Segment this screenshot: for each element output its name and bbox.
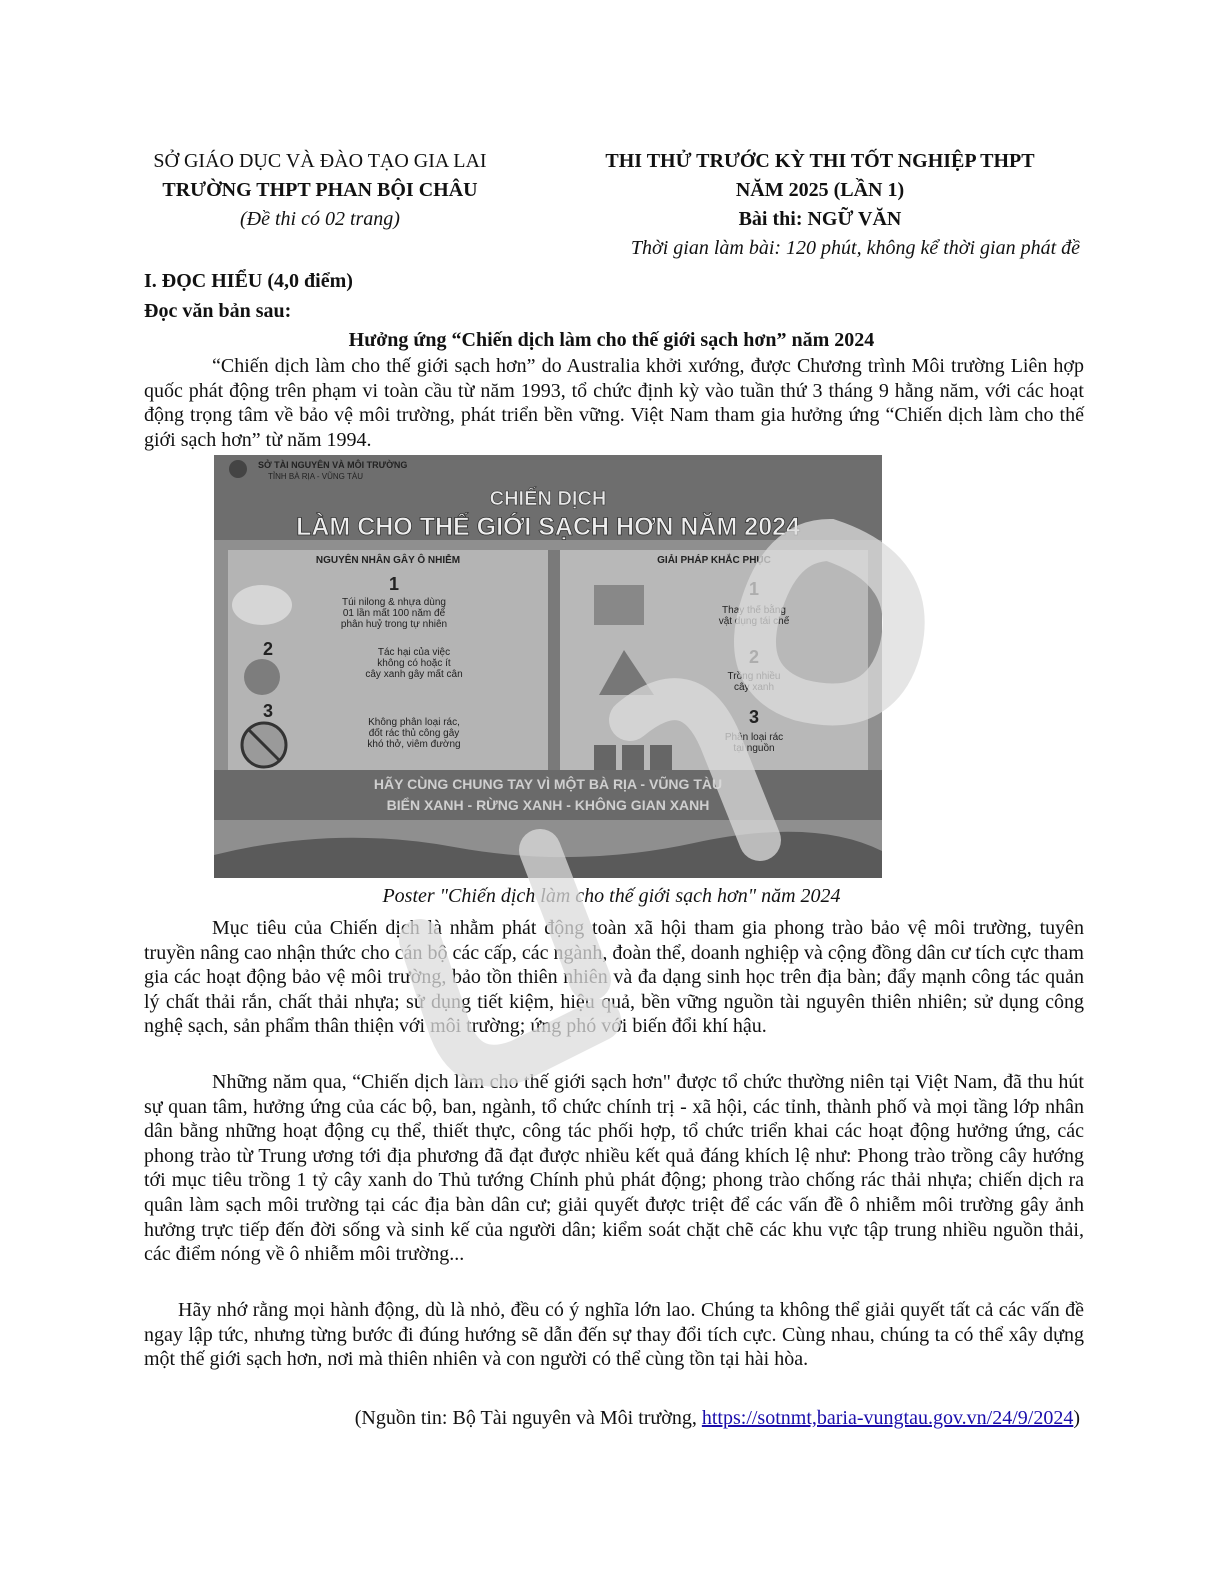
svg-text:01 lần mất 100 năm để: 01 lần mất 100 năm để xyxy=(342,608,446,619)
exam-subject: Bài thi: NGỮ VĂN xyxy=(738,208,902,230)
source-link[interactable]: https://sotnmt,baria-vungtau.gov.vn/24/9/2024 xyxy=(701,1407,1074,1429)
poster-title-1: CHIẾN DỊCH xyxy=(489,488,607,510)
svg-text:tại nguồn: tại nguồn xyxy=(733,743,775,754)
svg-text:cây xanh: cây xanh xyxy=(733,682,775,693)
source-prefix: (Nguồn tin: Bộ Tài nguyên và Môi trường, xyxy=(354,1407,702,1429)
reading-instruction: Đọc văn bản sau: xyxy=(144,300,292,322)
header-right xyxy=(560,147,1080,259)
paragraph-3: Những năm qua, “Chiến dịch làm cho thế giới sạch hơn" được tổ chức thường niên tại Việt Nam, đã thu hút sự quan tâm, hưởng ứng của các bộ, ban, ngành, tổ chức chính trị - xã hội, các tỉnh, thành phố và mọi tầng lớp nhân dân bằng những hoạt động cụ thể, thiết thực, công tác phối hợp, tổ chức triển khai các hoạt động hưởng ứng, các phong trào từ Trung ương tới địa phương đã đạt được nhiều kết quả đáng khích lệ như: Phong trào trồng cây hướng tới mục tiêu trồng 1 tỷ cây xanh do Thủ tướng Chính phủ phát động; phong trào chống rác thải nhựa; chiến dịch ra quân làm sạch môi trường tại các địa bàn dân cư; giải quyết được triệt để các vấn đề ô nhiễm môi trường gây ảnh hưởng trực tiếp đến đời sống và sinh kế của người dân; kiểm soát chặt chẽ các khu vực tập trung nhiều nguồn thải, các điểm nóng về ô nhiễm môi trường... xyxy=(144,1071,1084,1266)
paragraph-2: Mục tiêu của Chiến dịch là nhằm phát động toàn xã hội tham gia phong trào bảo vệ môi trường, tuyên truyền nâng cao nhận thức cho cán bộ các cấp, các ngành, đoàn thể, doanh nghiệp và cộng đồng dân cư tích cực tham gia các hoạt động bảo vệ môi trường, bảo tồn thiên nhiên và đa dạng sinh học trên địa bàn; đẩy mạnh công tác quản lý chất thải rắn, chất thải nhựa; sử dụng tiết kiệm, hiệu quả, bền vững nguồn tài nguyên thiên nhiên; sử dụng công nghệ sạch, sản phẩm thân thiện với môi trường; ứng phó với biến đổi khí hậu. xyxy=(144,917,1084,1038)
header-left xyxy=(100,147,540,234)
svg-text:Tác hại của việc: Tác hại của việc xyxy=(377,647,451,658)
exam-year: NĂM 2025 (LẦN 1) xyxy=(735,179,905,201)
poster-footer-1: HÃY CÙNG CHUNG TAY VÌ MỘT BÀ RỊA - VŨNG TÀU xyxy=(373,776,723,792)
svg-text:2: 2 xyxy=(748,647,760,667)
svg-text:1: 1 xyxy=(388,574,400,594)
poster-org-line1: SỞ TÀI NGUYÊN VÀ MÔI TRƯỜNG xyxy=(258,460,408,470)
svg-text:cây xanh gây mất cân: cây xanh gây mất cân xyxy=(365,669,463,680)
svg-text:không có hoặc ít: không có hoặc ít xyxy=(377,658,451,669)
svg-text:vật dụng tái chế: vật dụng tái chế xyxy=(718,616,790,627)
svg-text:Trồng nhiều: Trồng nhiều xyxy=(727,671,781,682)
poster-solutions-header: GIẢI PHÁP KHẮC PHỤC xyxy=(657,555,771,566)
section-heading: I. ĐỌC HIỂU (4,0 điểm) xyxy=(144,270,353,292)
paragraph-4: Hãy nhớ rằng mọi hành động, dù là nhỏ, đều có ý nghĩa lớn lao. Chúng ta không thể giải quyết tất cả các vấn đề ngay lập tức, nhưng từng bước đi đúng hướng sẽ dẫn đến sự thay đổi tích cực. Cùng nhau, chúng ta có thể xây dựng một thế giới sạch hơn, nơi mà thiên nhiên và con người có thể cùng tồn tại hài hòa. xyxy=(144,1299,1084,1371)
poster-org-line2: TỈNH BÀ RỊA - VŨNG TÀU xyxy=(268,472,363,481)
svg-text:3: 3 xyxy=(748,707,760,727)
svg-text:khó thở, viêm đường: khó thở, viêm đường xyxy=(367,739,461,750)
source-citation xyxy=(355,1404,1080,1432)
paragraph-1: “Chiến dịch làm cho thế giới sạch hơn” do Australia khởi xướng, được Chương trình Môi trường Liên hợp quốc phát động trên phạm vi toàn cầu từ năm 1993, tổ chức định kỳ vào tuần thứ 3 tháng 9 hằng năm, với các hoạt động trọng tâm về bảo vệ môi trường, phát triển bền vững. Việt Nam tham gia hưởng ứng “Chiến dịch làm cho thế giới sạch hơn” từ năm 1994. xyxy=(144,355,1084,451)
exam-title: THI THỬ TRƯỚC KỲ THI TỐT NGHIỆP THPT xyxy=(605,150,1035,172)
poster-footer-2: BIỂN XANH - RỪNG XANH - KHÔNG GIAN XANH xyxy=(386,797,710,813)
poster-caption: Poster "Chiến dịch làm cho thế giới sạch hơn" năm 2024 xyxy=(382,885,841,907)
poster-causes-header: NGUYÊN NHÂN GÂY Ô NHIỄM xyxy=(315,555,461,566)
svg-text:2: 2 xyxy=(262,639,274,659)
svg-text:3: 3 xyxy=(262,701,274,721)
school-name: TRƯỜNG THPT PHAN BỘI CHÂU xyxy=(162,179,478,201)
svg-text:Không phân loại rác,: Không phân loại rác, xyxy=(368,717,460,728)
svg-text:1: 1 xyxy=(748,579,760,599)
svg-text:Túi nilong & nhựa dùng: Túi nilong & nhựa dùng xyxy=(342,597,446,608)
svg-text:Phân loại rác: Phân loại rác xyxy=(724,732,784,743)
campaign-poster xyxy=(214,455,882,878)
svg-text:phân huỷ trong tự nhiên: phân huỷ trong tự nhiên xyxy=(340,619,448,630)
pages-note: (Đề thi có 02 trang) xyxy=(240,208,400,230)
exam-time: Thời gian làm bài: 120 phút, không kể thời gian phát đề xyxy=(630,237,1080,259)
source-suffix: ) xyxy=(1073,1407,1080,1429)
svg-text:đốt rác thủ công gây: đốt rác thủ công gây xyxy=(368,728,460,739)
department-name: SỞ GIÁO DỤC VÀ ĐÀO TẠO GIA LAI xyxy=(153,150,487,172)
poster-title-2: LÀM CHO THẾ GIỚI SẠCH HƠN NĂM 2024 xyxy=(296,513,800,541)
svg-text:Thay thế bằng: Thay thế bằng xyxy=(722,605,786,616)
article-title: Hưởng ứng “Chiến dịch làm cho thế giới sạch hơn” năm 2024 xyxy=(348,329,875,351)
